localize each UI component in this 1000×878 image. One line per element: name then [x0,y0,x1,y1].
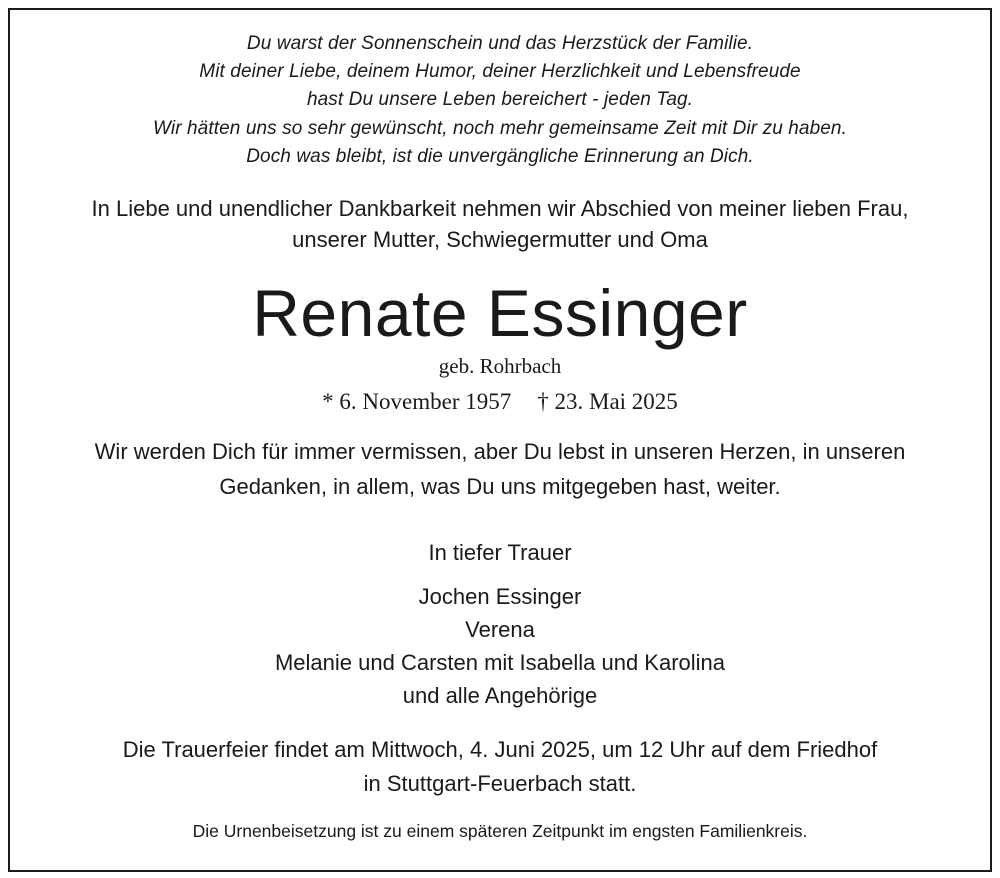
life-dates [0,387,1000,417]
verse-line: Doch was bleibt, ist die unvergängliche Erinnerung an Dich. [246,146,754,167]
birth-date: * 6. November 1957 [322,389,512,414]
mourner-line: und alle Angehörige [402,683,598,708]
mourning-label: In tiefer Trauer [428,540,572,565]
verse-line: Mit deiner Liebe, deinem Humor, deiner Herzlichkeit und Lebensfreude [199,61,801,82]
intro-line: unserer Mutter, Schwiegermutter und Oma [292,227,708,252]
burial-note: Die Urnenbeisetzung ist zu einem späteren Zeitpunkt im engsten Familienkreis. [192,821,808,841]
mourner-line: Jochen Essinger [418,584,582,609]
intro-line: In Liebe und unendlicher Dankbarkeit nehmen wir Abschied von meiner lieben Frau, [91,196,909,221]
maiden-name: geb. Rohrbach [438,354,562,378]
message-line: Wir werden Dich für immer vermissen, aber Du lebst in unseren Herzen, in unseren [94,439,906,464]
verse-line: Du warst der Sonnenschein und das Herzstück der Familie. [246,33,754,54]
ceremony-line: in Stuttgart-Feuerbach statt. [363,771,637,796]
verse-line: Wir hätten uns so sehr gewünscht, noch mehr gemeinsame Zeit mit Dir zu haben. [153,118,847,139]
deceased-name: Renate Essinger [252,276,748,350]
message-line: Gedanken, in allem, was Du uns mitgegeben hast, weiter. [219,474,781,499]
death-date: † 23. Mai 2025 [537,389,678,414]
verse-line: hast Du unsere Leben bereichert - jeden Tag. [306,89,694,110]
mourner-line: Melanie und Carsten mit Isabella und Karolina [274,650,726,675]
ceremony-line: Die Trauerfeier findet am Mittwoch, 4. Juni 2025, um 12 Uhr auf dem Friedhof [122,737,878,762]
mourner-line: Verena [465,617,535,642]
